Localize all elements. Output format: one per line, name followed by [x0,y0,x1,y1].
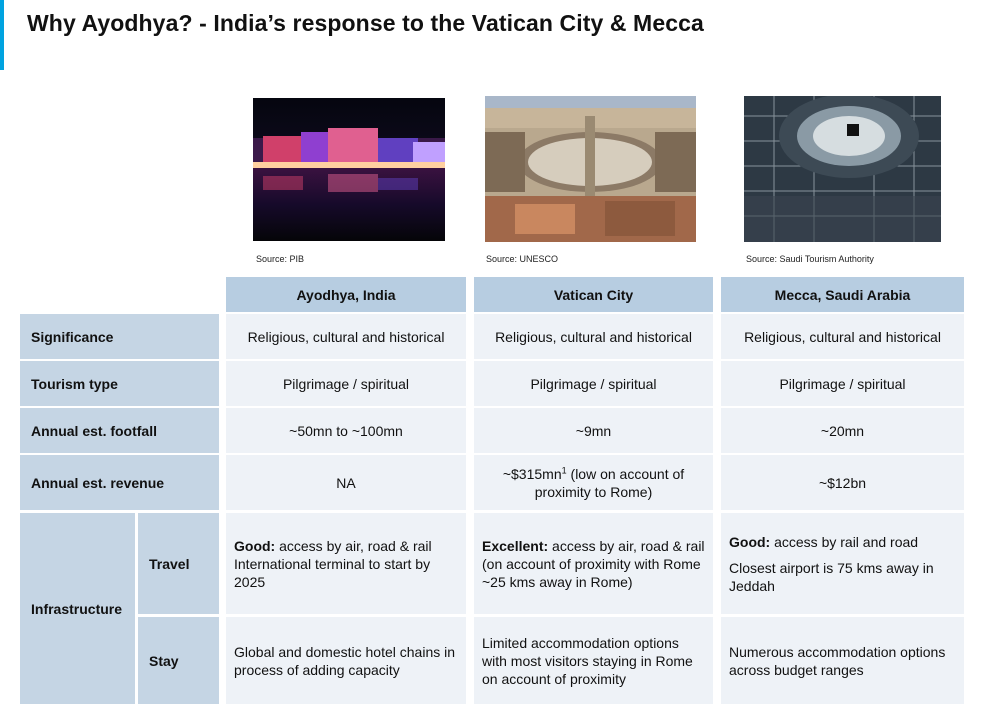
cell-tourism-ayodhya: Pilgrimage / spiritual [226,361,466,406]
cell-revenue-vatican [474,455,713,510]
source-saudi-tourism: Source: Saudi Tourism Authority [746,254,874,264]
cell-significance-mecca: Religious, cultural and historical [721,314,964,359]
cell-tourism-vatican: Pilgrimage / spiritual [474,361,713,406]
cell-travel-vatican [474,513,713,614]
footnote-marker: 1 [561,464,567,475]
mecca-photo [744,96,941,242]
travel-mecca-rating: Good: [729,533,771,550]
cell-stay-vatican: Limited accommodation options with most visitors staying in Rome on account of proximity [474,617,713,704]
row-label-revenue: Annual est. revenue [20,455,219,510]
cell-revenue-ayodhya: NA [226,455,466,510]
row-label-significance: Significance [20,314,219,359]
col-header-ayodhya: Ayodhya, India [226,277,466,312]
cell-significance-vatican: Religious, cultural and historical [474,314,713,359]
ayodhya-photo [253,98,445,241]
row-label-infrastructure: Infrastructure [20,513,135,704]
cell-significance-ayodhya: Religious, cultural and historical [226,314,466,359]
cell-travel-ayodhya [226,513,466,614]
row-label-tourism-type: Tourism type [20,361,219,406]
col-header-vatican: Vatican City [474,277,713,312]
row-label-stay: Stay [138,617,219,704]
cell-footfall-ayodhya: ~50mn to ~100mn [226,408,466,453]
travel-ayodhya-rating: Good: [234,537,276,554]
page-title: Why Ayodhya? - India’s response to the Vatican City & Mecca [27,10,704,36]
cell-footfall-mecca: ~20mn [721,408,964,453]
row-label-travel: Travel [138,513,219,614]
cell-stay-mecca: Numerous accommodation options across budget ranges [721,617,964,704]
travel-mecca-access: access by rail and road [770,533,919,550]
vatican-photo [485,96,696,242]
revenue-vatican-note: (low on account of proximity to Rome) [534,465,685,500]
col-header-mecca: Mecca, Saudi Arabia [721,277,964,312]
cell-tourism-mecca: Pilgrimage / spiritual [721,361,964,406]
accent-bar [0,0,4,70]
travel-ayodhya-access: access by air, road & rail [275,537,432,554]
source-pib: Source: PIB [256,254,305,264]
cell-revenue-mecca: ~$12bn [721,455,964,510]
row-label-footfall: Annual est. footfall [20,408,219,453]
cell-stay-ayodhya: Global and domestic hotel chains in process of adding capacity [226,617,466,704]
revenue-vatican-amount: ~$315mn [502,465,562,482]
travel-vatican-access: access by air, road & rail (on account of proximity with Rome ~25 kms away in Rome) [482,537,705,590]
cell-footfall-vatican: ~9mn [474,408,713,453]
cell-travel-mecca [721,513,964,614]
travel-mecca-note: Closest airport is 75 kms away in Jeddah [729,559,934,594]
travel-ayodhya-note: International terminal to start by 2025 [234,555,431,590]
travel-vatican-rating: Excellent: [482,537,549,554]
source-unesco: Source: UNESCO [486,254,559,264]
